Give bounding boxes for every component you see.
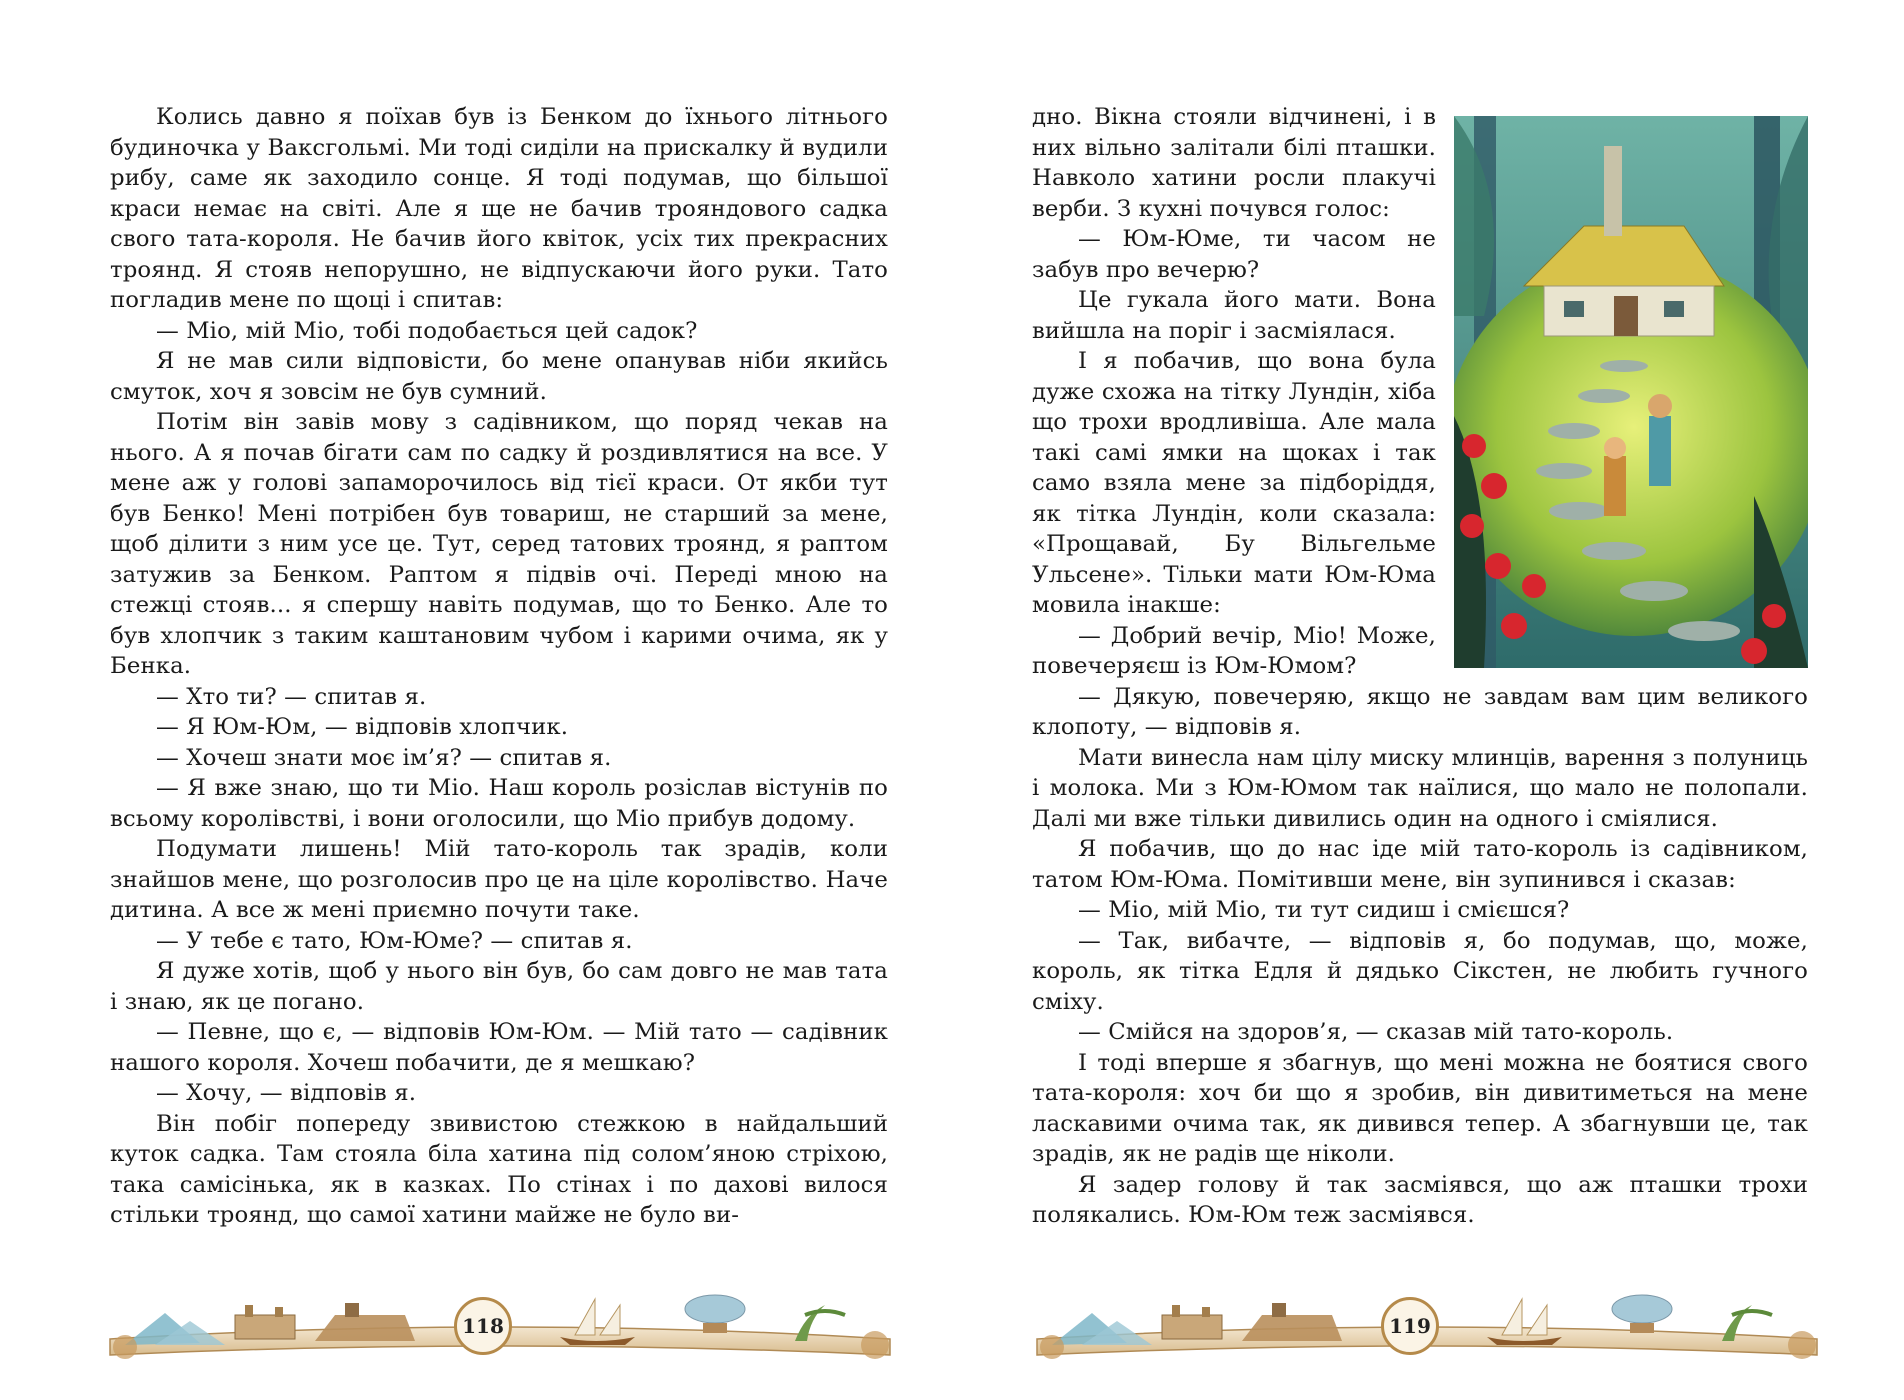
- paragraph: Він побіг попереду звивистою стежкою в найдальший куток садка. Там стояла біла хатина під солом’яною стріхою, така самісінька, як в казках. По стінах і по дахові вилося стільки троянд, що самої хатини майже не було ви-: [110, 1110, 888, 1228]
- paragraph: — Хочу, — відповів я.: [156, 1080, 417, 1106]
- paragraph: — Міо, мій Міо, тобі подобається цей садок?: [156, 317, 698, 344]
- paragraph: дно. Вікна стояли відчинені, і в них вільно залітали білі пташки. Навколо хатини росли плакучі верби. З кухні почувся голос:: [1032, 104, 1436, 222]
- paragraph: — Міо, мій Міо, ти тут сидиш і смієшся?: [1078, 897, 1570, 923]
- paragraph: Колись давно я поїхав був із Бенком до їхнього літнього будиночка у Ваксгольмі. Ми тоді сиділи на прискалку й вудили рибу, саме як заходило сонце. Я тоді подумав, що більшої краси немає на світі. Але я ще не бачив трояндового садка свого тата-короля. Не бачив його квіток, усіх тих прекрасних троянд. Я стояв непорушно, не відпускаючи його руки. Тато погладив мене по щоці і спитав:: [110, 104, 888, 313]
- paragraph: Я побачив, що до нас іде мій тато-король із садівником, татом Юм-Юма. Помітивши мене, він зупинився і сказав:: [1032, 836, 1808, 893]
- paragraph: — Добрий вечір, Міо! Може, повечеряєш із Юм-Юмом?: [1032, 622, 1436, 679]
- cottage-garden-picture: [1454, 116, 1808, 668]
- paragraph: Я задер голову й так засміявся, що аж пташки трохи полякались. Юм-Юм теж засміявся.: [1032, 1171, 1808, 1228]
- paragraph: Потім він завів мову з садівником, що поряд чекав на нього. А я почав бігати сам по садку й роздивлятися на все. У мене аж у голові запаморочилось від тієї краси. От якби тут був Бенко! Мені потрібен був товариш, не старший за мене, щоб ділити з ним усе це. Тут, серед татових троянд, я раптом затужив за Бенком. Раптом я підвів очі. Переді мною на стежці стояв... я спершу навіть подумав, що то Бенко. Але то був хлопчик з таким каштановим чубом і карими очима, як у Бенка.: [110, 409, 888, 679]
- paragraph: Подумати лишень! Мій тато-король так зрадів, коли знайшов мене, що розголосив про це на ціле королівство. Наче дитина. А все ж мені приємно почути таке.: [110, 836, 888, 923]
- cottage-illustration: [1454, 116, 1808, 668]
- paragraph: — Смійся на здоров’я, — сказав мій тато-король.: [1078, 1019, 1674, 1045]
- paragraph: Мати винесла нам цілу миску млинців, варення з полуниць і молока. Ми з Юм-Юмом так наїлися, що мало не полопали. Далі ми вже тільки дивились один на одного і сміялися.: [1032, 744, 1808, 832]
- paragraph: — Так, вибачте, — відповів я, бо подумав, що, може, король, як тітка Едля й дядько Сікстен, не любить гучного сміху.: [1032, 927, 1808, 1015]
- page-number: 119: [1381, 1297, 1439, 1355]
- paragraph: — Я вже знаю, що ти Міо. Наш король розіслав вістунів по всьому королівстві, і вони оголосили, що Міо прибув додому.: [110, 775, 888, 832]
- paragraph: — Я Юм-Юм, — відповів хлопчик.: [156, 714, 569, 740]
- paragraph: — Дякую, повечеряю, якщо не завдам вам цим великого клопоту, — відповів я.: [1032, 683, 1808, 740]
- paragraph: — Певне, що є, — відповів Юм-Юм. — Мій тато — садівник нашого короля. Хочеш побачити, де я мешкаю?: [110, 1019, 888, 1076]
- paragraph: Я дуже хотів, щоб у нього він був, бо сам довго не мав тата і знаю, як це погано.: [110, 958, 888, 1015]
- decorative-footer: [1032, 1285, 1822, 1365]
- paragraph: І я побачив, що вона була дуже схожа на тітку Лундін, хіба що трохи вродливіша. Але мала такі самі ямки на щоках і так само взяла мене за підборіддя, як тітка Лундін, коли сказала: «Прощавай, Бу Вільгельме Ульсене». Тільки мати Юм-Юма мовила інакше:: [1032, 348, 1436, 618]
- right-page-text: [1032, 102, 1808, 1231]
- paragraph: І тоді вперше я збагнув, що мені можна не боятися свого тата-короля: хоч би що я зробив, він дивитиметься на мене ласкавими очима так, як дивився тепер. А збагнувши це, так зрадів, як не радів ще ніколи.: [1032, 1049, 1808, 1167]
- paragraph: — У тебе є тато, Юм-Юме? — спитав я.: [156, 927, 633, 954]
- paragraph: — Хочеш знати моє ім’я? — спитав я.: [156, 744, 612, 771]
- decorative-footer: [105, 1285, 895, 1365]
- page-number: 118: [454, 1297, 512, 1355]
- left-page-text: [110, 102, 888, 1231]
- paragraph: — Хто ти? — спитав я.: [156, 683, 427, 710]
- paragraph: Це гукала його мати. Вона вийшла на поріг і засміялася.: [1032, 287, 1436, 344]
- paragraph: Я не мав сили відповісти, бо мене опанував ніби якийсь смуток, хоч я зовсім не був сумний.: [110, 348, 888, 405]
- right-page: [952, 0, 1904, 1400]
- paragraph: — Юм-Юме, ти часом не забув про вечерю?: [1032, 226, 1436, 283]
